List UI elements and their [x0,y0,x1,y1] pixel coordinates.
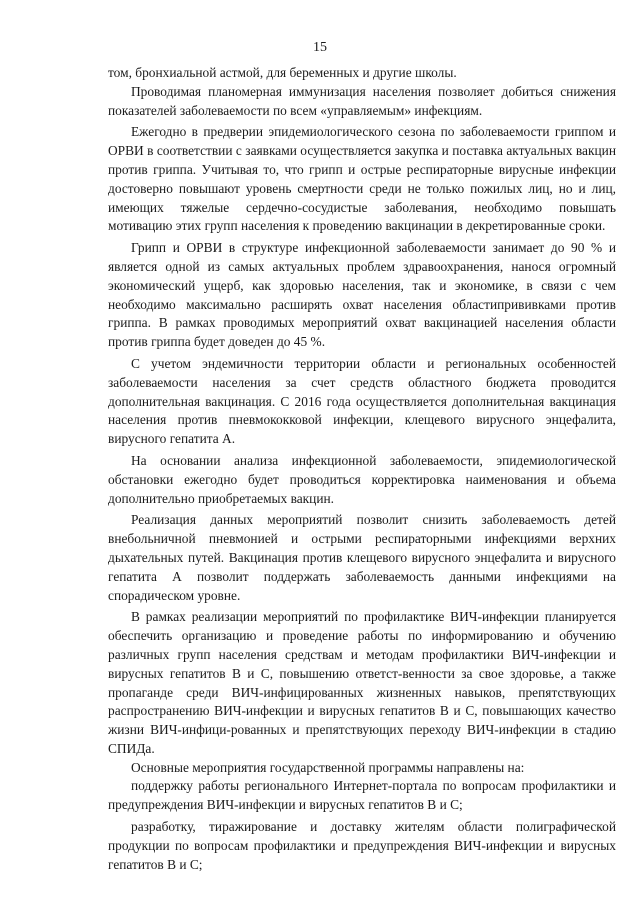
paragraph-4: Грипп и ОРВИ в структуре инфекционной заболеваемости занимает до 90 % и является одной из самых актуальных проблем здравоохранения, нанося огромный экономический ущерб, как здоровью населения, так и экономике, в связи с чем необходимо максимально расширять охват населения областипрививками против гриппа. В рамках проводимых мероприятий охват вакцинацией населения области против гриппа будет доведен до 45 %. [108,240,616,350]
paragraph-5: С учетом эндемичности территории области и региональных особенностей заболеваемости населения за счет средств областного бюджета проводится дополнительная вакцинация. С 2016 года осуществляется дополнительная вакцинация населения против пневмококковой инфекции, клещевого вирусного энцефалита, вирусного гепатита А. [108,355,616,447]
list-item-printed-materials: разработку, тиражирование и доставку жителям области полиграфической продукции по вопросам профилактики и предупреждения ВИЧ-инфекции и вирусных гепатитов В и С; [108,819,616,872]
paragraph-9: Основные мероприятия государственной программы направлены на: [131,759,525,775]
paragraph-7: Реализация данных мероприятий позволит снизить заболеваемость детей внебольничной пневмонией и острыми респираторными инфекциями верхних дыхательных путей. Вакцинация против клещевого вирусного энцефалита и вирусного гепатита А позволит поддержать заболеваемость данными инфекциями на спорадическом уровне. [108,512,616,603]
paragraph-2: Проводимая планомерная иммунизация населения позволяет добиться снижения показателей заболеваемости по всем «управляемым» инфекциям. [108,83,616,118]
page-number: 15 [313,40,327,55]
paragraph-8: В рамках реализации мероприятий по профилактике ВИЧ-инфекции планируется обеспечить организацию и проведение работы по информированию и обучению различных групп населения средствам и методам профилактики ВИЧ-инфекции и вирусных гепатитов В и С, повышению ответст-венности за свое здоровье, а также пропаганде среди ВИЧ-инфицированных жизненных навыков, препятствующих распространению ВИЧ-инфекции и вирусных гепатитов В и С, повышающих качество жизни ВИЧ-инфици-рованных и препятствующих переходу ВИЧ-инфекции в стадию СПИДа. [108,609,616,756]
paragraph-6: На основании анализа инфекционной заболеваемости, эпидемиологической обстановки ежегодно будет проводиться корректировка наименования и объема дополнительно приобретаемых вакцин. [108,452,616,506]
paragraph-3: Ежегодно в предверии эпидемиологического сезона по заболеваемости гриппом и ОРВИ в соответствии с заявками осуществляется закупка и поставка актуальных вакцин против гриппа. Учитывая то, что грипп и острые респираторные вирусные инфекции достоверно повышают уровень смертности среди не только пожилых лиц, но и лиц, имеющих тяжелые сердечно-сосудистые заболевания, необходимо повышать мотивацию этих групп населения к проведению вакцинации в декретированные сроки. [108,124,616,234]
list-item-portal: поддержку работы регионального Интернет-портала по вопросам профилактики и предупреждения ВИЧ-инфекции и вирусных гепатитов В и С; [108,778,616,813]
paragraph-1: том, бронхиальной астмой, для беременных и другие школы. [108,65,457,80]
document-body [108,64,616,874]
